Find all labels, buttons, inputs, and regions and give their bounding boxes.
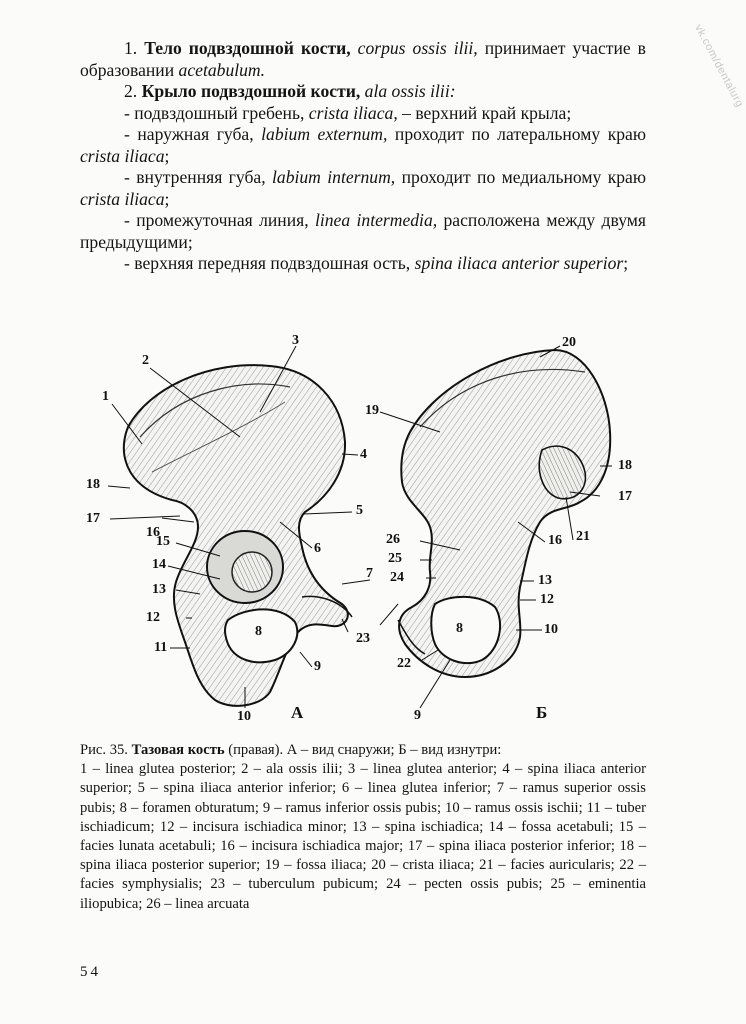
caption-title-line [80,741,646,760]
body-text [80,38,646,275]
label-3: 3 [292,333,299,348]
paragraph-ala [80,81,646,103]
caption-subtitle: (правая). А – вид снаружи; Б – вид изнутри: [228,742,502,758]
list-item [80,167,646,210]
figure-caption [80,741,646,914]
label-11: 11 [154,640,168,655]
list-item [80,124,646,167]
term-latin: ala ossis ilii: [364,81,456,101]
label-18-a: 18 [86,477,100,492]
caption-prefix: Рис. 35. [80,742,128,758]
watermark-text: vk.com/dentalurg [692,22,746,110]
label-17-b: 17 [618,489,632,504]
label-9-a: 9 [314,659,321,674]
label-16-b: 16 [548,533,562,548]
item-number: 2. [124,81,138,101]
term-latin: labium externum, [261,124,388,144]
text-run: проходит по медиальному краю [401,167,646,187]
bone-view-b [398,350,610,677]
text-run: проходит по латеральному краю [394,124,646,144]
label-5: 5 [356,503,363,518]
label-20: 20 [562,335,576,350]
label-16-a: 16 [146,525,160,540]
view-b-letter: Б [536,703,548,722]
label-1: 1 [102,389,109,404]
text-run: принимает участие в образовании [80,38,646,80]
label-25: 25 [388,551,402,566]
term-latin: labium internum, [272,167,396,187]
label-26: 26 [386,532,400,547]
label-19: 19 [365,403,379,418]
label-12-b: 12 [540,592,554,607]
label-17-a: 17 [86,511,100,526]
item-number: 1. [124,38,138,58]
label-13-b: 13 [538,573,552,588]
caption-legend: 1 – linea glutea posterior; 2 – ala ossis ilii; 3 – linea glutea anterior; 4 – spina iliaca anterior superior; 5 – spina iliaca anterior inferior; 6 – linea glutea inferior; 7 – ramus superior ossis pubis; 8 – foramen obturatum; 9 – ramus inferior ossis pubis; 10 – ramus ossis ischii; 11 – tuber ischiadicum; 12 – incisura ischiadica minor; 13 – spina ischiadica; 14 – fossa acetabuli; 15 – facies lunata acetabuli; 16 – incisura ischiadica major; 17 – spina iliaca posterior inferior; 18 – spina iliaca posterior superior; 19 – fossa iliaca; 20 – crista iliaca; 21 – facies auricularis; 22 – facies symphysialis; 23 – tuberculum pubicum; 24 – pecten ossis pubis; 25 – eminentia iliopubica; 26 – linea arcuata [80,761,646,912]
term-latin: corpus ossis ilii, [357,38,478,58]
label-8-b: 8 [456,621,463,636]
term-latin: crista iliaca, [308,102,398,123]
label-22: 22 [397,656,411,671]
view-a-letter: А [291,703,304,722]
text-run: - подвздошный гребень, [124,102,305,123]
text-run: - внутренняя губа, [124,167,266,187]
text-run: ; [164,145,170,166]
label-4: 4 [360,447,367,462]
text-run: расположена между двумя предыдущими; [80,210,646,252]
label-15: 15 [156,534,170,549]
pelvic-bone-figure [80,332,646,732]
label-8-a: 8 [255,624,262,639]
label-13-a: 13 [152,582,166,597]
label-9-b: 9 [414,708,421,723]
label-24: 24 [390,570,404,585]
list-item [80,253,646,275]
label-10-b: 10 [544,622,558,637]
text-run: - наружная губа, [124,124,254,144]
pelvic-bone-illustration [80,332,646,732]
term-latin: crista iliaca [80,188,165,209]
term-latin: spina iliaca anterior superior [414,253,624,273]
label-2: 2 [142,353,149,368]
label-12-a: 12 [146,610,160,625]
text-run: - промежуточная линия, [124,210,309,230]
term-latin: crista iliaca [80,145,165,166]
label-23: 23 [356,631,370,646]
label-6: 6 [314,541,321,556]
text-run: - верхняя передняя подвздошная ость, [124,253,411,273]
term-bold: Тело подвздошной кости, [144,38,351,58]
caption-title: Тазовая кость [131,742,225,758]
term-latin: acetabulum. [178,59,266,80]
label-7: 7 [366,566,373,581]
paragraph-corpus [80,38,646,81]
text-run: ; [623,253,629,273]
list-item [80,103,646,125]
label-18-b: 18 [618,458,632,473]
text-run: ; [164,188,170,209]
text-run: – верхний край крыла; [402,102,572,123]
page-number: 54 [80,964,101,980]
label-14: 14 [152,557,166,572]
term-latin: linea intermedia, [314,210,438,230]
label-21: 21 [576,529,590,544]
term-bold: Крыло подвздошной кости, [141,81,361,101]
list-item [80,210,646,253]
label-10-a: 10 [237,709,251,724]
